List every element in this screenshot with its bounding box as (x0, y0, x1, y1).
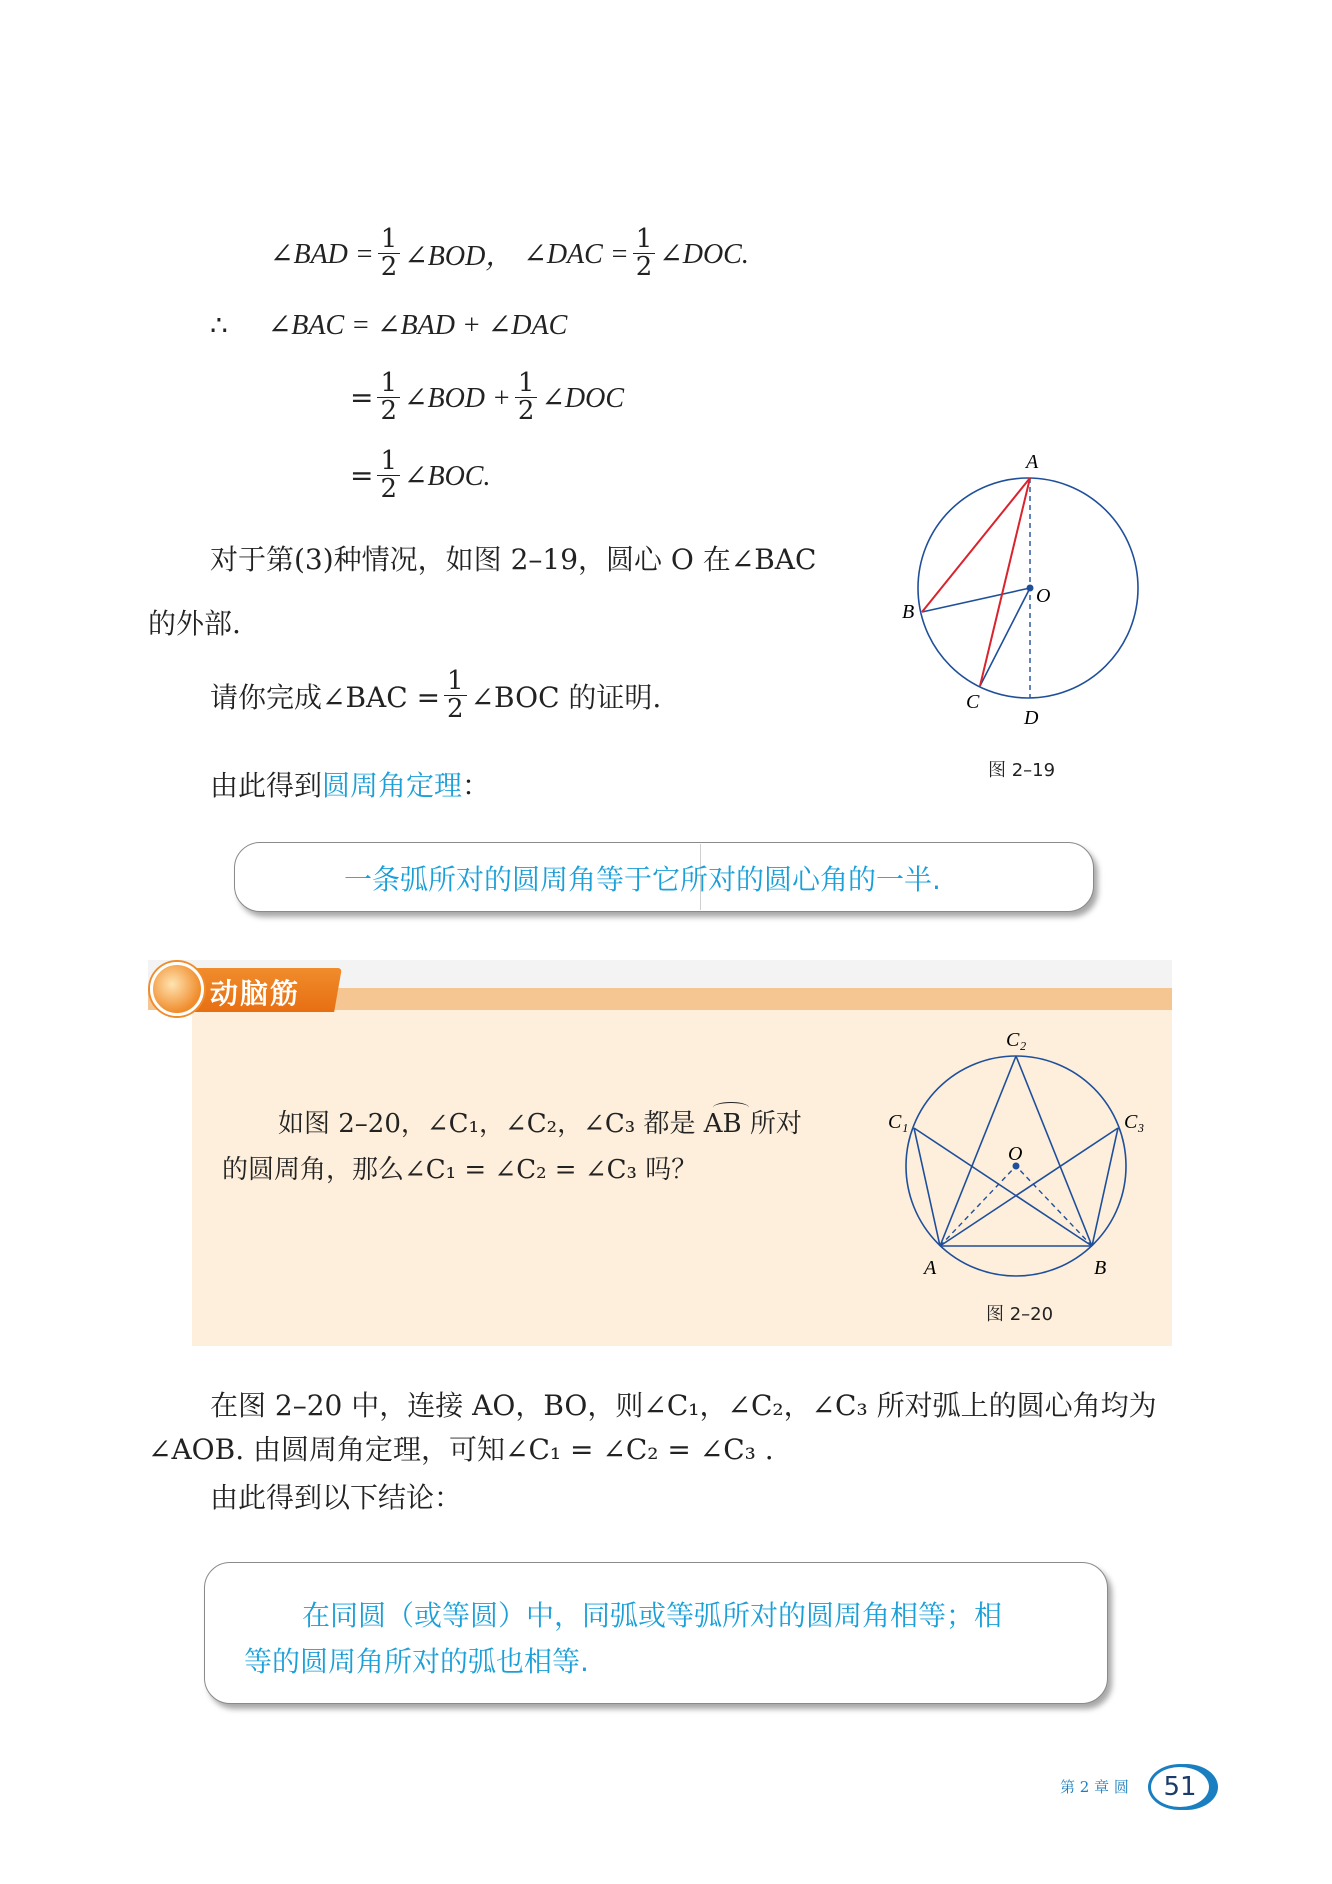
label-C2: C₂ (1006, 1029, 1027, 1051)
theorem-term: 圆周角定理 (322, 769, 463, 802)
explain-line-2: ∠AOB. 由圆周角定理，可知∠C₁ = ∠C₂ = ∠C₃ . (148, 1433, 774, 1466)
case3-line-2: 的外部. (148, 607, 241, 640)
segment-AC1 (914, 1128, 940, 1246)
proof-line-1 (270, 226, 749, 282)
fraction-half: $\frac{1}{2}$ (515, 370, 538, 426)
proof-text: ∠BOD + (404, 382, 511, 414)
figure-2-19 (880, 440, 1180, 780)
gears-icon (150, 962, 204, 1016)
figure-2-20 (880, 1024, 1160, 1304)
fraction-half: $\frac{1}{2}$ (377, 370, 400, 426)
segment-AO-dashed (940, 1166, 1016, 1246)
segment-BC3 (1092, 1128, 1118, 1246)
proof-text: ∠BAC = ∠BAD + ∠DAC (267, 310, 568, 341)
fraction-half: $\frac{1}{2}$ (633, 226, 656, 282)
center-point (1027, 585, 1034, 592)
segment-BC1 (914, 1128, 1092, 1246)
proof-text: ∠DOC. (659, 238, 749, 270)
conclusion-line-2: 等的圆周角所对的弧也相等. (244, 1645, 589, 1678)
think-line-2: 的圆周角，那么∠C₁ = ∠C₂ = ∠C₃ 吗？ (222, 1155, 698, 1185)
chapter-label: 第 2 章 圆 (1060, 1778, 1129, 1796)
proof-line-3: = $\frac{1}{2}$ ∠BOD + $\frac{1}{2}$ ∠DOC (350, 368, 625, 427)
proof-text: ∠BAD = (270, 238, 374, 270)
segment-BO-dashed (1016, 1166, 1092, 1246)
arc-mark (713, 1102, 749, 1113)
fraction-half: $\frac{1}{2}$ (444, 668, 467, 724)
segment-AC3 (940, 1128, 1118, 1246)
proof-line-2 (210, 308, 567, 342)
label-B: B (1094, 1257, 1107, 1279)
label-A: A (1026, 451, 1039, 473)
proof-text: ∠DOC (541, 382, 625, 414)
think-title: 动脑筋 (210, 977, 301, 1010)
think-line-1: 如图 2–20，∠C₁，∠C₂，∠C₃ 都是 AB 所对 (278, 1109, 802, 1139)
segment-AC2 (940, 1056, 1016, 1246)
explain-line-3: 由此得到以下结论： (210, 1481, 463, 1514)
label-A: A (924, 1257, 937, 1279)
theorem-statement: 一条弧所对的圆周角等于它所对的圆心角的一半. (344, 863, 941, 896)
page-number: 51 (1148, 1764, 1212, 1810)
label-O: O (1036, 585, 1051, 607)
label-C3: C₃ (1124, 1111, 1145, 1133)
label-O: O (1008, 1143, 1023, 1165)
explain-line-1: 在图 2–20 中，连接 AO，BO，则∠C₁，∠C₂，∠C₃ 所对弧上的圆心角均为 (210, 1389, 1157, 1422)
label-D: D (1024, 707, 1039, 729)
figure-2-19-caption: 图 2–19 (988, 760, 1056, 781)
label-C1: C₁ (888, 1111, 909, 1133)
conclusion-line-1: 在同圆（或等圆）中，同弧或等弧所对的圆周角相等；相 (302, 1599, 1003, 1632)
figure-2-20-caption: 图 2–20 (986, 1304, 1054, 1325)
label-C: C (966, 691, 980, 713)
segment-BC2 (1016, 1056, 1092, 1246)
segment-OC (980, 588, 1030, 686)
fraction-half: $\frac{1}{2}$ (378, 226, 401, 282)
theorem-intro: 由此得到圆周角定理： (210, 769, 491, 802)
case3-task: 请你完成∠BAC = $\frac{1}{2}$ ∠BOC 的证明. (210, 666, 662, 725)
fraction-half: $\frac{1}{2}$ (377, 448, 400, 504)
label-B: B (902, 601, 915, 623)
therefore-symbol: ∴ (210, 308, 228, 342)
proof-line-4: = $\frac{1}{2}$ ∠BOC. (350, 446, 491, 505)
case3-line-1: 对于第(3)种情况，如图 2–19，圆心 O 在∠BAC (210, 543, 817, 576)
proof-text: ∠BOC. (404, 460, 491, 492)
proof-text: ∠DAC = (523, 238, 629, 270)
proof-text: ∠BOD， (404, 240, 514, 272)
